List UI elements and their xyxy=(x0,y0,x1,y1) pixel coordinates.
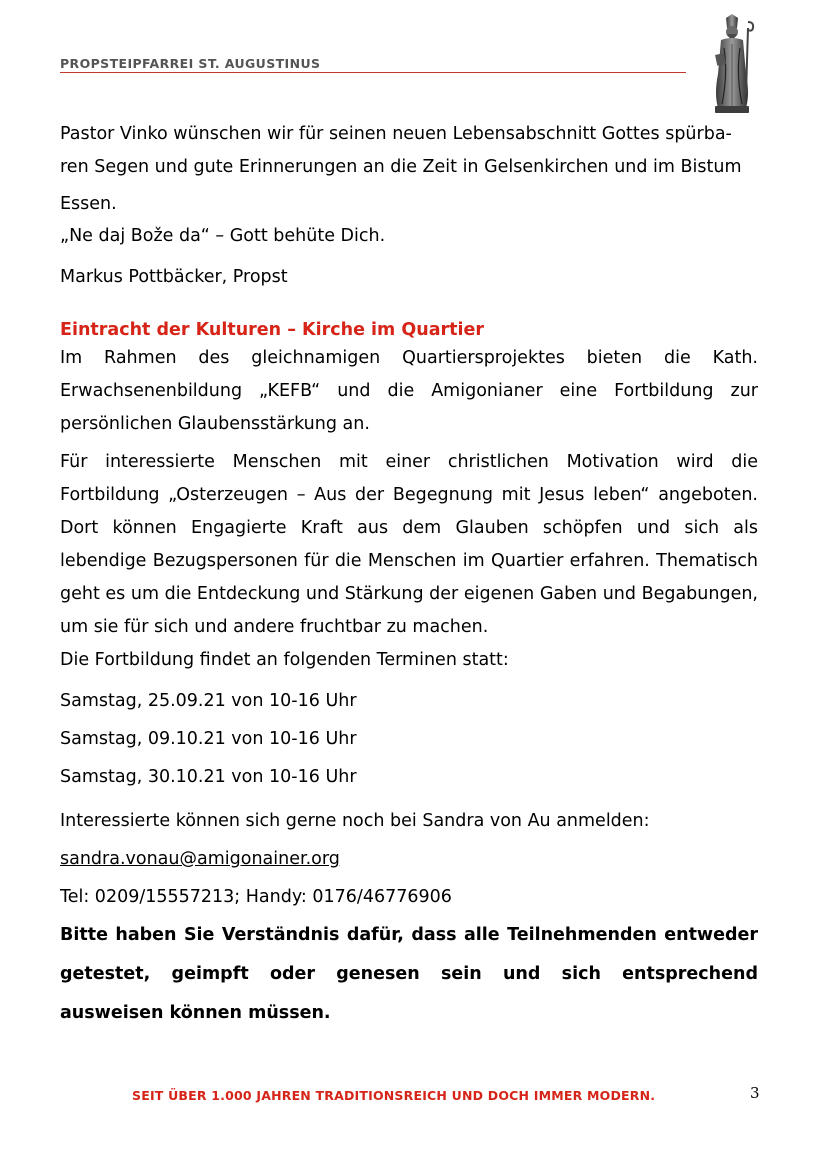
contact-intro: Interessierte können sich gerne noch bei Sandra von Au anmelden: xyxy=(60,811,650,831)
notice-text: Bitte haben Sie Verständnis dafür, dass alle Teilnehmenden entweder getestet, geimpft oder genesen sein und sich entsprechend ausweisen können müssen. xyxy=(60,925,758,1023)
farewell-blessing: „Ne daj Bože da“ – Gott behüte Dich. xyxy=(60,226,386,246)
parish-title: PROPSTEIPFARREI ST. AUGUSTINUS xyxy=(60,56,321,71)
date-item-1: Samstag, 25.09.21 von 10-16 Uhr xyxy=(60,691,357,711)
date-item-3: Samstag, 30.10.21 von 10-16 Uhr xyxy=(60,767,357,787)
contact-phone: Tel: 0209/15557213; Handy: 0176/46776906 xyxy=(60,887,452,907)
dates-intro: Die Fortbildung findet an folgenden Terminen statt: xyxy=(60,650,509,670)
date-item-2: Samstag, 09.10.21 von 10-16 Uhr xyxy=(60,729,357,749)
farewell-line-1: Pastor Vinko wünschen wir für seinen neuen Lebensabschnitt Gottes spürba- xyxy=(60,124,732,144)
footer-slogan: SEIT ÜBER 1.000 JAHREN TRADITIONSREICH UND DOCH IMMER MODERN. xyxy=(132,1088,656,1103)
article-paragraph-intro: Im Rahmen des gleichnamigen Quartiersprojektes bieten die Kath. Erwachsenenbildung „KEFB“ und die Amigonianer eine Fortbildung zur persönlichen Glaubensstärkung an. xyxy=(60,348,758,434)
farewell-line-2: ren Segen und gute Erinnerungen an die Zeit in Gelsenkirchen und im Bistum xyxy=(60,157,742,177)
saint-augustinus-statue-icon xyxy=(706,14,758,114)
page-content xyxy=(60,118,758,1033)
farewell-signature: Markus Pottbäcker, Propst xyxy=(60,267,288,287)
contact-email-link[interactable]: sandra.vonau@amigonainer.org xyxy=(60,849,340,869)
page-number: 3 xyxy=(750,1084,760,1102)
article-paragraph-description: Für interessierte Menschen mit einer christlichen Motivation wird die Fortbildung „Osterzeugen – Aus der Begegnung mit Jesus leben“ angeboten. Dort können Engagierte Kraft aus dem Glauben schöpfen und sich als lebendige Bezugspersonen für die Menschen im Quartier erfahren. Thematisch geht es um die Entdeckung und Stärkung der eigenen Gaben und Begabungen, um sie für sich und andere fruchtbar zu machen. xyxy=(60,452,758,637)
article-heading: Eintracht der Kulturen – Kirche im Quartier xyxy=(60,320,484,340)
farewell-line-3: Essen. xyxy=(60,194,117,214)
header-divider xyxy=(60,72,686,73)
